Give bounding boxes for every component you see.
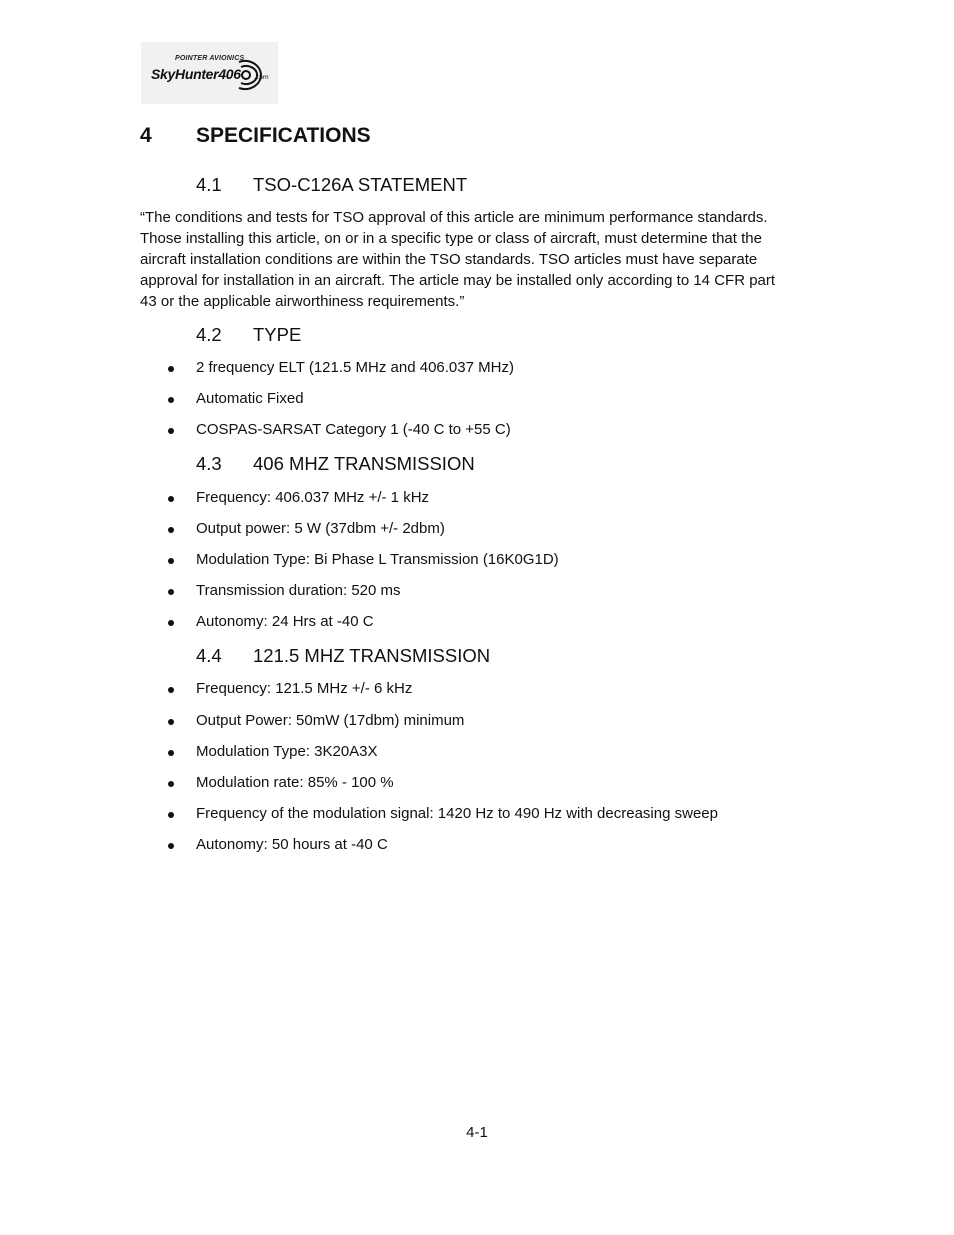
list-item-text: Frequency of the modulation signal: 1420 Hz to 490 Hz with decreasing sweep: [196, 805, 718, 822]
bullet-icon: [168, 496, 174, 502]
logo-suffix: .com: [254, 74, 269, 81]
tso-statement-paragraph: [140, 207, 830, 312]
subsection-title: 406 MHZ TRANSMISSION: [253, 453, 475, 474]
section-title: SPECIFICATIONS: [196, 124, 371, 147]
subsection-number: 4.3: [196, 453, 222, 474]
logo-top-text: POINTER AVIONICS: [175, 55, 245, 62]
subsection-title: TSO-C126A STATEMENT: [253, 174, 468, 195]
bullet-icon: [168, 843, 174, 849]
list-item-text: COSPAS-SARSAT Category 1 (-40 C to +55 C): [196, 421, 511, 438]
bullet-icon: [168, 558, 174, 564]
subsection-number: 4.2: [196, 324, 222, 345]
bullet-icon: [168, 397, 174, 403]
bullet-icon: [168, 687, 174, 693]
list-item-text: Frequency: 406.037 MHz +/- 1 kHz: [196, 489, 430, 506]
bullet-icon: [168, 620, 174, 626]
paragraph-line: approval for installation in an aircraft. The article may be installed only according to 14 CFR part: [140, 272, 776, 289]
bullet-icon: [168, 366, 174, 372]
list-item-text: Autonomy: 50 hours at -40 C: [196, 836, 388, 853]
list-item-text: 2 frequency ELT (121.5 MHz and 406.037 MHz): [196, 359, 514, 376]
bullet-icon: [168, 750, 174, 756]
section-number: 4: [140, 124, 152, 147]
logo-main-text: SkyHunter406: [151, 66, 241, 82]
logo-target-icon: [231, 58, 271, 92]
list-item-text: Output Power: 50mW (17dbm) minimum: [196, 712, 465, 729]
bullet-icon: [168, 719, 174, 725]
company-logo: [141, 42, 278, 104]
subsection-number: 4.4: [196, 645, 222, 666]
list-item-text: Autonomy: 24 Hrs at -40 C: [196, 613, 374, 630]
bullet-icon: [168, 812, 174, 818]
list-item-text: Output power: 5 W (37dbm +/- 2dbm): [196, 520, 445, 537]
paragraph-line: “The conditions and tests for TSO approval of this article are minimum performance standards.: [140, 209, 768, 226]
list-item-text: Modulation Type: 3K20A3X: [196, 743, 378, 760]
bullet-icon: [168, 781, 174, 787]
list-item-text: Transmission duration: 520 ms: [196, 582, 401, 599]
bullet-icon: [168, 589, 174, 595]
page-number: 4-1: [466, 1124, 488, 1141]
subsection-title: 121.5 MHZ TRANSMISSION: [253, 645, 491, 666]
list-item-text: Automatic Fixed: [196, 390, 304, 407]
paragraph-line: Those installing this article, on or in a specific type or class of aircraft, must determine that the: [140, 230, 762, 247]
subsection-title: TYPE: [253, 324, 302, 345]
subsection-number: 4.1: [196, 174, 222, 195]
bullet-icon: [168, 428, 174, 434]
list-item-text: Frequency: 121.5 MHz +/- 6 kHz: [196, 680, 413, 697]
paragraph-line: aircraft installation conditions are within the TSO standards. TSO articles must have separate: [140, 251, 758, 268]
paragraph-line: 43 or the applicable airworthiness requirements.”: [140, 293, 465, 310]
list-item-text: Modulation Type: Bi Phase L Transmission (16K0G1D): [196, 551, 559, 568]
bullet-icon: [168, 527, 174, 533]
list-item-text: Modulation rate: 85% - 100 %: [196, 774, 394, 791]
